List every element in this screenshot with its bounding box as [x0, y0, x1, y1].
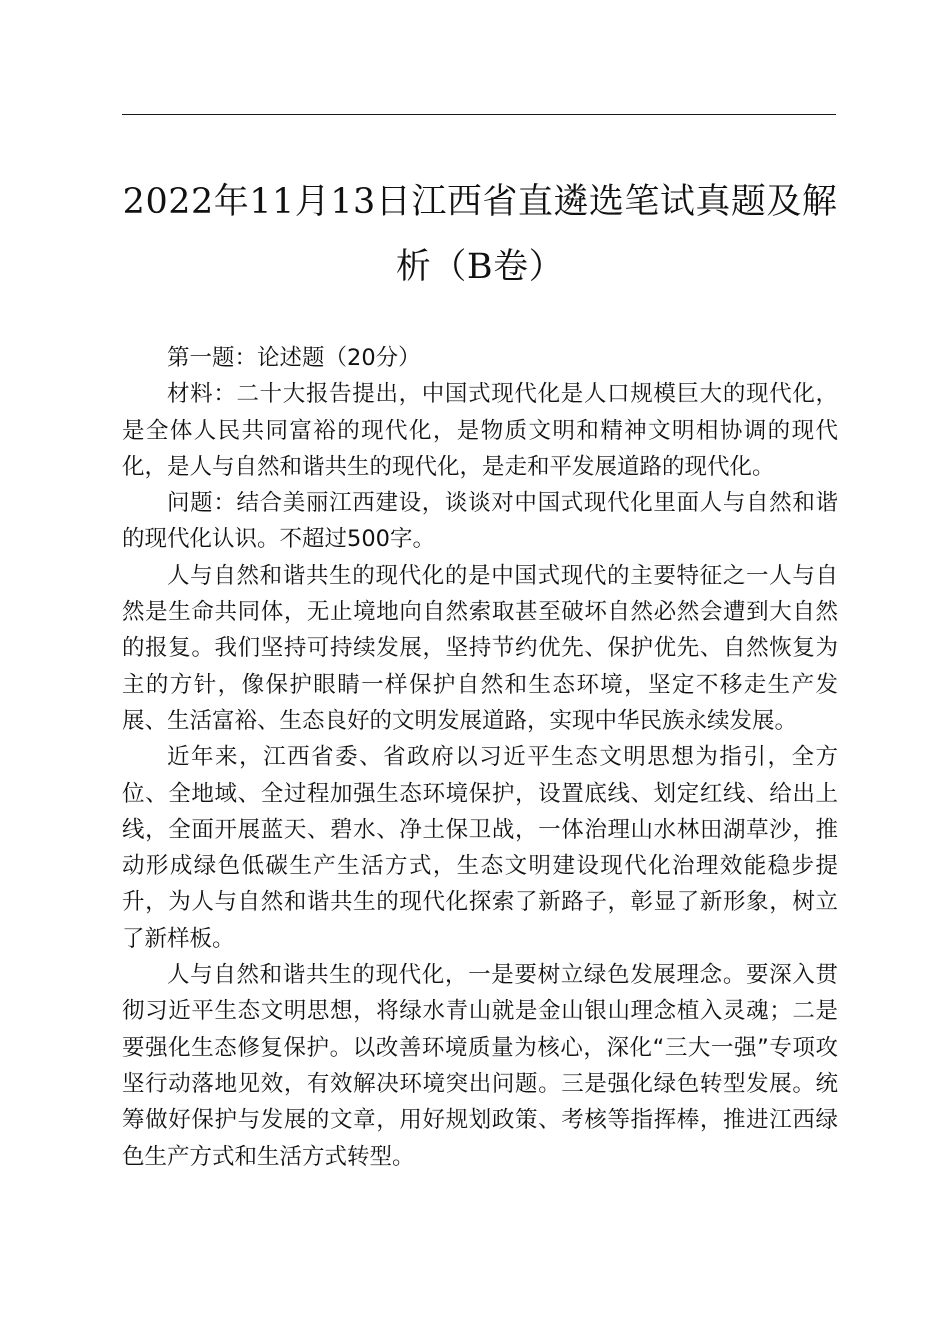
question-paragraph: 问题：结合美丽江西建设，谈谈对中国式现代化里面人与自然和谐的现代化认识。不超过500字。: [122, 490, 838, 553]
header-rule: [122, 114, 836, 115]
document-title: [110, 170, 850, 300]
material-paragraph: 材料：二十大报告提出，中国式现代化是人口规模巨大的现代化，是全体人民共同富裕的现代化，是物质文明和精神文明相协调的现代化，是人与自然和谐共生的现代化，是走和平发展道路的现代化。: [122, 381, 838, 480]
document-body: [122, 340, 838, 1175]
answer-paragraph-1: 人与自然和谐共生的现代化的是中国式现代的主要特征之一人与自然是生命共同体，无止境地向自然索取甚至破坏自然必然会遭到大自然的报复。我们坚持可持续发展，坚持节约优先、保护优先、自然恢复为主的方针，像保护眼睛一样保护自然和生态环境，坚定不移走生产发展、生活富裕、生态良好的文明发展道路，实现中华民族永续发展。: [122, 562, 838, 734]
title-line-2: 析（B卷）: [395, 247, 565, 287]
answer-paragraph-2: 近年来，江西省委、省政府以习近平生态文明思想为指引，全方位、全地域、全过程加强生态环境保护，设置底线、划定红线、给出上线，全面开展蓝天、碧水、净土保卫战，一体治理山水林田湖草沙，推动形成绿色低碳生产生活方式，生态文明建设现代化治理效能稳步提升，为人与自然和谐共生的现代化探索了新路子，彰显了新形象，树立了新样板。: [122, 744, 838, 952]
title-line-1: 2022年11月13日江西省直遴选笔试真题及解: [122, 182, 838, 222]
answer-paragraph-3: 人与自然和谐共生的现代化，一是要树立绿色发展理念。要深入贯彻习近平生态文明思想，将绿水青山就是金山银山理念植入灵魂；二是要强化生态修复保护。以改善环境质量为核心，深化“三大一强”专项攻坚行动落地见效，有效解决环境突出问题。三是强化绿色转型发展。统筹做好保护与发展的文章，用好规划政策、考核等指挥棒，推进江西绿色生产方式和生活方式转型。: [122, 962, 838, 1170]
question-heading: 第一题：论述题（20分）: [167, 345, 421, 371]
